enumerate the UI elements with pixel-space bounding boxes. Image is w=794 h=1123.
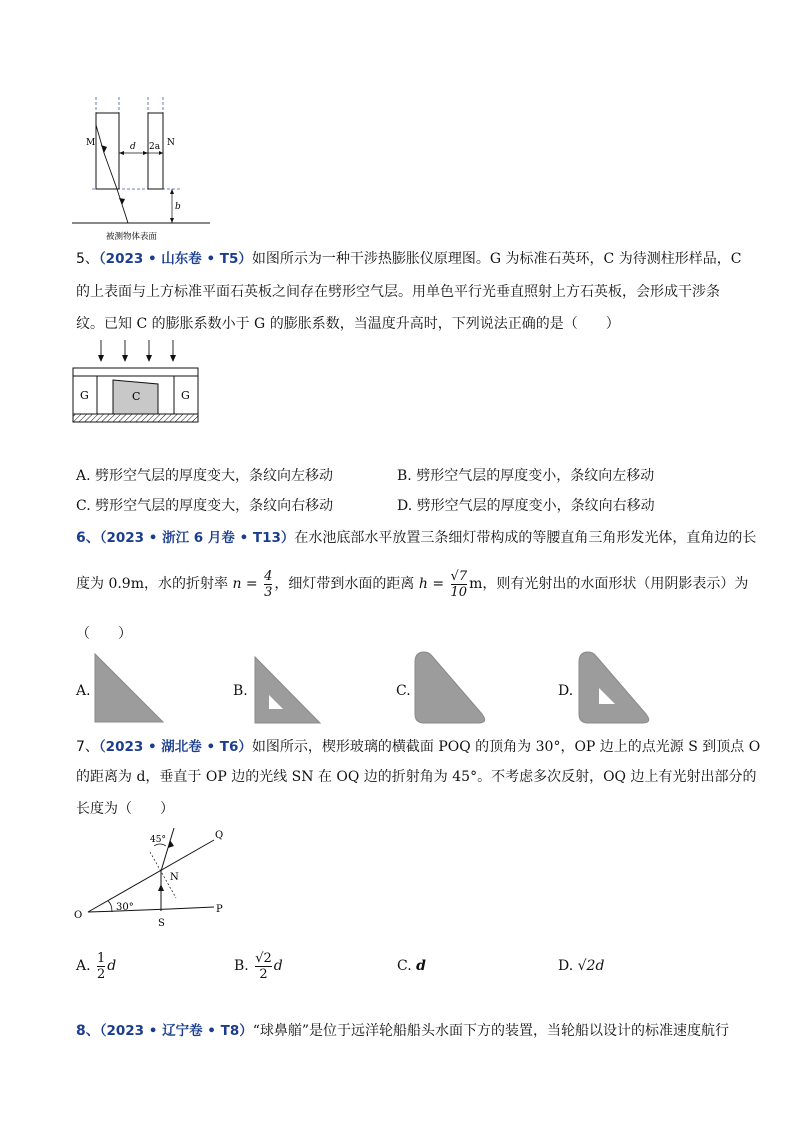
q6-line2: 度为 0.9m，水的折射率 n = $\frac{4}{3}$ ，细灯带到水面的距离 h = $\frac{√7}{10}$ m，则有光射出的水面形状（用阴影表示）为 bbox=[76, 568, 749, 600]
q6-h-fraction: $\frac{√7}{10}$ bbox=[450, 568, 468, 600]
q7-line1 bbox=[76, 738, 760, 756]
q4-figure bbox=[70, 95, 250, 245]
q6-text-1: 在水池底部水平放置三条细灯带构成的等腰直角三角形发光体，直角边的长 bbox=[294, 530, 757, 546]
q6-line1 bbox=[76, 529, 756, 547]
q5-text-1: 如图所示为一种干涉热膨胀仪原理图。G 为标准石英环，C 为待测柱形样品，C bbox=[251, 251, 742, 267]
label-o: O bbox=[74, 910, 83, 921]
q5-number: 5、 bbox=[76, 251, 99, 267]
q7-number: 7、 bbox=[76, 739, 99, 755]
q5-option-c: C. 劈形空气层的厚度变大，条纹向右移动 bbox=[76, 498, 334, 514]
q7-text-3: 长度为（ ） bbox=[76, 801, 174, 817]
q5-text-2: 的上表面与上方标准平面石英板之间存在劈形空气层。用单色平行光垂直照射上方石英板，会形成干涉条 bbox=[76, 284, 720, 300]
q8-text-1: “球鼻艏”是位于远洋轮船船头水面下方的装置，当轮船以设计的标准速度航行 bbox=[252, 1023, 730, 1039]
q6-label-d: D. bbox=[558, 683, 574, 699]
q6-label-a: A. bbox=[76, 683, 91, 699]
q6-label-c: C. bbox=[396, 683, 411, 699]
q5-text-3: 纹。已知 C 的膨胀系数小于 G 的膨胀系数，当温度升高时，下列说法正确的是（ ） bbox=[76, 316, 620, 332]
label-s: S bbox=[158, 918, 165, 929]
q7-option-c: C. d bbox=[397, 958, 426, 974]
label-2a: 2a bbox=[149, 142, 161, 152]
q5-figure bbox=[72, 338, 202, 430]
q6-number: 6、 bbox=[76, 530, 100, 546]
label-n: N bbox=[170, 872, 179, 883]
q6-source: （2023 • 浙江 6 月卷 • T13） bbox=[99, 530, 295, 546]
q5-option-d: D. 劈形空气层的厚度变小，条纹向右移动 bbox=[397, 498, 655, 514]
q5-line1 bbox=[76, 250, 741, 268]
q7-figure bbox=[72, 824, 232, 930]
q7-text-1: 如图所示，楔形玻璃的横截面 POQ 的顶角为 30°，OP 边上的点光源 S 到顶点 O bbox=[251, 739, 761, 755]
q6-label-b: B. bbox=[233, 683, 248, 699]
q6-h-var: h bbox=[418, 576, 428, 592]
label-angle30: 30° bbox=[116, 902, 134, 913]
label-p: P bbox=[216, 904, 223, 915]
surface-label: 被测物体表面 bbox=[106, 232, 158, 242]
q7-text-2: 的距离为 d，垂直于 OP 边的光线 SN 在 OQ 边的折射角为 45°。不考虑多次反射，OQ 边上有光射出部分的 bbox=[76, 769, 757, 785]
q6-n-fraction: $\frac{4}{3}$ bbox=[264, 568, 273, 600]
q6-text-2c: m，则有光射出的水面形状（用阴影表示）为 bbox=[469, 576, 749, 592]
label-g-left: G bbox=[80, 389, 89, 402]
q5-option-a: A. 劈形空气层的厚度变大，条纹向左移动 bbox=[76, 468, 334, 484]
q6-shape-b bbox=[252, 655, 322, 725]
q8-line1 bbox=[76, 1022, 729, 1040]
label-m: M bbox=[86, 138, 96, 148]
label-d: d bbox=[130, 142, 136, 152]
label-angle45: 45° bbox=[150, 835, 166, 845]
q6-text-3: （ ） bbox=[76, 626, 132, 642]
q5-option-b: B. 劈形空气层的厚度变小，条纹向左移动 bbox=[397, 468, 655, 484]
q6-shape-a bbox=[92, 652, 166, 724]
q6-shape-c bbox=[412, 650, 492, 726]
q6-n-var: n bbox=[232, 576, 242, 592]
q6-shape-d bbox=[576, 650, 656, 726]
label-g-right: G bbox=[181, 389, 190, 402]
q7-source: （2023 • 湖北卷 • T6） bbox=[98, 739, 252, 755]
label-q: Q bbox=[215, 830, 224, 841]
label-c: C bbox=[132, 390, 141, 403]
label-n: N bbox=[167, 138, 175, 148]
q7-option-d: D. √2d bbox=[558, 958, 605, 974]
q6-text-2a: 度为 0.9m，水的折射率 bbox=[76, 576, 228, 592]
q7-option-a: A. $\frac{1}{2}$ d bbox=[76, 950, 117, 982]
q8-source: （2023 • 辽宁卷 • T8） bbox=[99, 1023, 253, 1039]
q8-number: 8、 bbox=[76, 1023, 100, 1039]
q7-option-b: B. $\frac{√2}{2}$ d bbox=[234, 950, 283, 982]
q5-source: （2023 • 山东卷 • T5） bbox=[98, 251, 252, 267]
q6-text-2b: ，细灯带到水面的距离 bbox=[274, 576, 415, 592]
label-b: b bbox=[175, 202, 181, 212]
